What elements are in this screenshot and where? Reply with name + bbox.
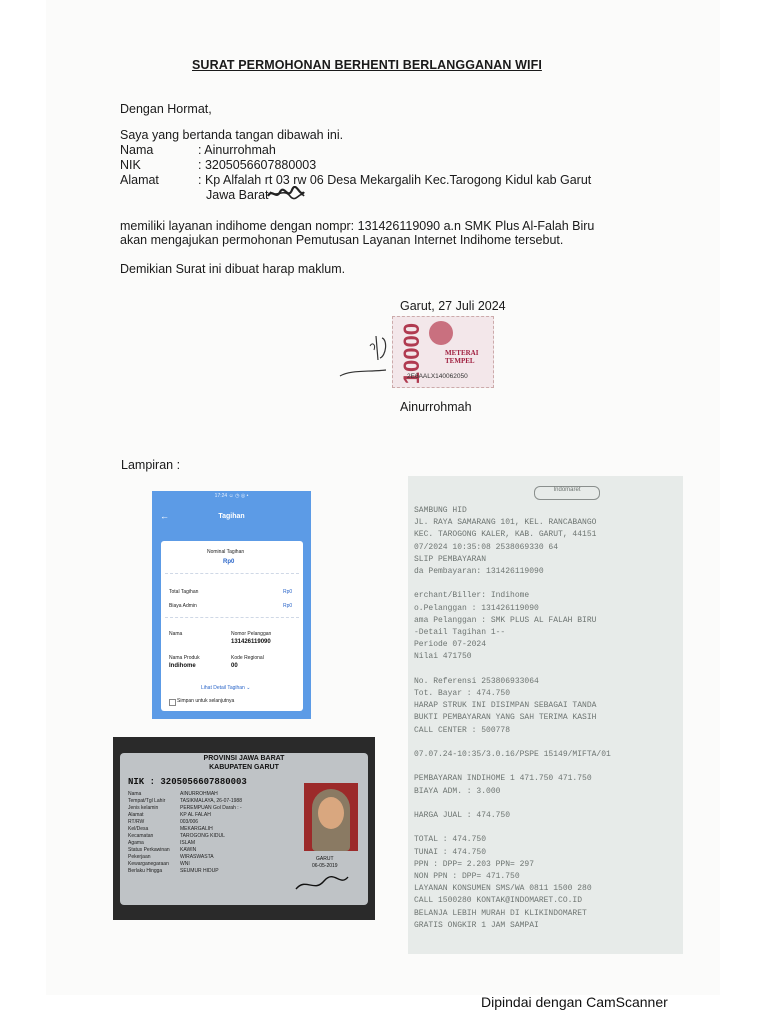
receipt-line: ama Pelanggan : SMK PLUS AL FALAH BIRU <box>414 615 597 625</box>
id-field-value: WNI <box>180 861 190 867</box>
nama-label: Nama <box>169 631 183 637</box>
receipt-line: Nilai 471750 <box>414 652 472 662</box>
nominal-label: Nominal Tagihan <box>207 549 245 555</box>
id-field-label: Kecamatan <box>128 833 154 839</box>
id-field-value: KAWIN <box>180 847 197 853</box>
phone-status-bar: 17:24 ☺ ◷ ◎ • <box>214 493 249 499</box>
id-field-value: MEKARGALIH <box>180 826 213 832</box>
receipt-line: Tot. Bayar : 474.750 <box>414 689 511 698</box>
id-field-value: ISLAM <box>180 840 196 846</box>
receipt-line: TOTAL : 474.750 <box>414 835 487 845</box>
nomor-value: 131426119090 <box>231 639 271 645</box>
id-field-label: Agama <box>128 840 144 846</box>
receipt-line: BELANJA LEBIH MURAH DI KLIKINDOMARET <box>414 908 587 918</box>
receipt-line: Periode 07-2024 <box>414 640 487 650</box>
total-value: Rp0 <box>283 589 293 595</box>
back-arrow-icon: ← <box>160 511 169 521</box>
signer-name: Ainurrohmah <box>400 400 472 414</box>
id-field-value: TASIKMALAYA, 26-07-1988 <box>180 798 242 804</box>
id-field-value: TAROGONG KIDUL <box>180 833 225 839</box>
payment-receipt <box>408 476 683 954</box>
id-field-value: 003/006 <box>180 819 199 825</box>
receipt-line: GRATIS ONGKIR 1 JAM SAMPAI <box>414 920 539 930</box>
id-field-value: PEREMPUAN Gol Darah : - <box>180 805 242 811</box>
id-field-label: Pekerjaan <box>128 854 151 860</box>
id-issue-date: 06-05-2019 <box>312 863 338 869</box>
id-field-value: WIRASWASTA <box>180 854 214 860</box>
id-field-label: Alamat <box>128 812 144 818</box>
receipt-line: LAYANAN KONSUMEN SMS/WA 0811 1500 280 <box>414 884 592 894</box>
id-nik-value: : 3205056607880003 <box>149 777 247 787</box>
receipt-line: PPN : DPP= 2.203 PPN= 297 <box>414 859 535 869</box>
id-city: GARUT <box>316 856 334 862</box>
body-line-2: akan mengajukan permohonan Pemutusan Layanan Internet Indihome tersebut. <box>120 233 564 247</box>
kode-value: 00 <box>231 663 238 669</box>
receipt-line: KEC. TAROGONG KALER, KAB. GARUT, 44151 <box>414 530 597 540</box>
receipt-line: TUNAI : 474.750 <box>414 847 487 857</box>
id-field-value: AINURROHMAH <box>180 791 218 797</box>
receipt-line: HARAP STRUK INI DISIMPAN SEBAGAI TANDA <box>414 701 597 711</box>
id-field-value: SEUMUR HIDUP <box>180 868 219 874</box>
id-field-label: Tempat/Tgl Lahir <box>128 798 166 804</box>
field-value-alamat: : Kp Alfalah rt 03 rw 06 Desa Mekargalih Kec.Tarogong Kidul kab Garut <box>198 173 592 187</box>
produk-label: Nama Produk <box>169 655 200 661</box>
stamp-code: 2E6AALX140062050 <box>407 373 468 380</box>
meterai-stamp <box>392 316 494 388</box>
receipt-line: JL. RAYA SAMARANG 101, KEL. RANCABANGO <box>414 518 597 528</box>
id-signature <box>292 871 352 895</box>
address-line-2: Jawa Barat <box>206 188 269 202</box>
produk-value: Indihome <box>169 663 196 669</box>
save-checkbox[interactable] <box>169 699 176 706</box>
phone-header-title: Tagihan <box>218 513 245 520</box>
id-field-label: RT/RW <box>128 819 145 825</box>
total-label: Total Tagihan <box>169 589 199 595</box>
admin-label: Biaya Admin <box>169 603 197 609</box>
field-value-nik: : 3205056607880003 <box>198 158 317 172</box>
id-regency: KABUPATEN GARUT <box>209 764 279 771</box>
id-card-photo <box>113 737 375 920</box>
place-date: Garut, 27 Juli 2024 <box>400 299 506 313</box>
save-label: Simpan untuk selanjutnya <box>177 698 235 704</box>
field-label-alamat: Alamat <box>120 173 159 187</box>
id-province: PROVINSI JAWA BARAT <box>203 755 285 762</box>
billing-screenshot <box>152 491 311 719</box>
closing-text: Demikian Surat ini dibuat harap maklum. <box>120 262 346 276</box>
id-portrait-photo <box>304 783 358 851</box>
greeting: Dengan Hormat, <box>120 102 212 116</box>
detail-link[interactable]: Lihat Detail Tagihan ⌄ <box>201 685 251 691</box>
receipt-line: BIAYA ADM. : 3.000 <box>414 786 501 796</box>
field-label-nik: NIK <box>120 158 141 172</box>
admin-value: Rp0 <box>283 603 293 609</box>
receipt-line: HARGA JUAL : 474.750 <box>414 811 511 820</box>
receipt-line: CALL 1500280 KONTAK@INDOMARET.CO.ID <box>414 896 583 906</box>
id-nik <box>128 777 247 787</box>
receipt-line: NON PPN : DPP= 471.750 <box>414 872 520 881</box>
receipt-logo: Indomaret <box>534 486 600 500</box>
id-card <box>120 753 368 905</box>
receipt-line: SLIP PEMBAYARAN <box>414 554 487 564</box>
receipt-line: SAMBUNG HID <box>414 506 467 515</box>
kode-label: Kode Regional <box>231 655 264 661</box>
id-field-label: Berlaku Hingga <box>128 868 163 874</box>
redaction-scribble <box>266 186 306 202</box>
intro-text: Saya yang bertanda tangan dibawah ini. <box>120 128 344 142</box>
stamp-text-1: METERAI <box>445 349 479 357</box>
stamp-value: 10000 <box>399 323 424 385</box>
nomor-label: Nomor Pelanggan <box>231 631 272 637</box>
letter-title: SURAT PERMOHONAN BERHENTI BERLANGGANAN WIFI <box>192 58 542 72</box>
nominal-value: Rp0 <box>223 559 235 565</box>
id-field-label: Kewarganegaraan <box>128 861 169 867</box>
stamp-text-2: TEMPEL <box>445 357 475 365</box>
camscanner-footer: Dipindai dengan CamScanner <box>481 994 668 1010</box>
id-nik-label: NIK <box>128 777 145 787</box>
id-field-value: KP AL FALAH <box>180 812 211 818</box>
id-field-label: Nama <box>128 791 142 797</box>
garuda-emblem-icon <box>429 321 453 345</box>
bill-card <box>161 541 303 711</box>
receipt-line: o.Pelanggan : 131426119090 <box>414 603 539 613</box>
receipt-line: No. Referensi 253806933064 <box>414 676 539 686</box>
receipt-line: 07.07.24-10:35/3.0.16/PSPE 15149/MIFTA/01 <box>414 750 611 759</box>
receipt-line: -Detail Tagihan 1-- <box>414 628 506 637</box>
receipt-line: CALL CENTER : 500778 <box>414 725 511 735</box>
attachment-label: Lampiran : <box>121 458 181 472</box>
receipt-line: BUKTI PEMBAYARAN YANG SAH TERIMA KASIH <box>414 713 597 723</box>
id-field-label: Kel/Desa <box>128 826 149 832</box>
id-field-label: Jenis kelamin <box>128 805 159 811</box>
id-field-label: Status Perkawinan <box>128 847 170 853</box>
receipt-line: da Pembayaran: 131426119090 <box>414 567 544 576</box>
receipt-line: PEMBAYARAN INDIHOME 1 471.750 471.750 <box>414 774 592 784</box>
receipt-line: 07/2024 10:35:08 2538069330 64 <box>414 542 559 552</box>
field-label-nama: Nama <box>120 143 154 157</box>
body-line-1: memiliki layanan indihome dengan nompr: 131426119090 a.n SMK Plus Al-Falah Biru <box>120 219 595 233</box>
field-value-nama: : Ainurrohmah <box>198 143 276 157</box>
receipt-line: erchant/Biller: Indihome <box>414 591 530 601</box>
